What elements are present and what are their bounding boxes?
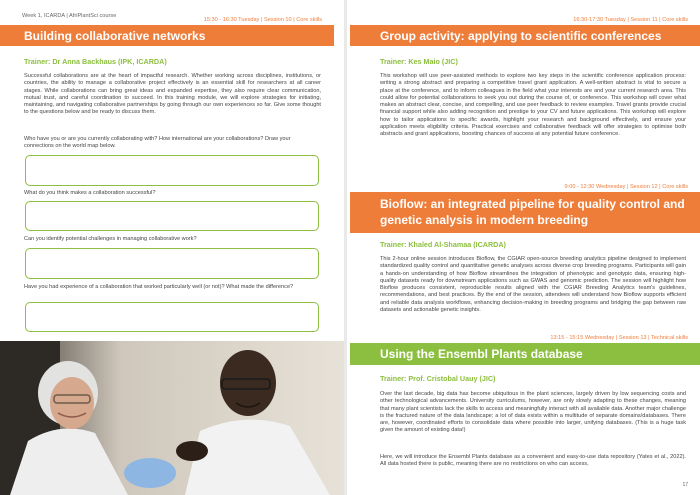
left-page — [0, 0, 344, 495]
session-10-description: Successful collaborations are at the heart of impactful research. Whether working across disciplines, institutions, or countries, the ability to manage a collaborative project effectively is an essential skill for researchers at all career stages. While collaborations can bring great ideas and expanded expertise, they also require clear communication, mutual trust, and careful coordination to succeed. In this training module, we will explore strategies for initiating, maintaining, and navigating collaborative partnerships by going through our own experiences so far. Give some thought to the questions below and be ready to discuss them. — [24, 73, 321, 116]
answer-box-2[interactable] — [25, 201, 319, 231]
session-10-label: 15:30 - 16:30 Tuesday | Session 10 | Core skills — [203, 17, 322, 23]
answer-box-3[interactable] — [25, 248, 319, 279]
session-12-title-bar — [350, 192, 700, 233]
lab-photo — [0, 341, 344, 495]
session-11-title-bar — [350, 25, 700, 46]
session-12-trainer: Trainer: Khaled Al-Shamaa (ICARDA) — [380, 240, 506, 249]
session-13-title-bar — [350, 343, 700, 365]
session-11-description: This workshop will use peer-assisted methods to explore two key steps in the scientific conference application process: writing a strong abstract and preparing a competitive travel grant application. A well-written abstract is vital to secure a place at the conference, and to inform colleagues in the field what your interests are and your current research area. This could allow for potential collaborations to seek you out during the course of, or conference. This workshop will cover what makes an abstract clear, concise, and compelling, and use peer feedback to review examples. Travel grants provide crucial financial support while also adding recognition and prestige to your CV and future applications. This workshop will explore how to tailor applications to specific awards, highlight your research and background effectively, and ensure your application meets eligibility criteria. Practical exercises and collaborative feedback will offer strategies to optimise both abstracts and grant applications, boosting chances of success at any potential future conference. — [380, 73, 686, 138]
course-header: Week 1, ICARDA | AfriPlantSci course — [22, 13, 117, 19]
session-11-label: 16:30-17:30 Tuesday | Session 11 | Core skills — [573, 17, 688, 23]
page-number: 17 — [682, 482, 688, 488]
session-10-title: Building collaborative networks — [24, 29, 206, 43]
session-13-description: Over the last decade, big data has become ubiquitous in the plant sciences, largely driven by low sequencing costs and other technological advancements. University curriculums, however, are only slowly adapting to these changes, meaning that many plant scientists lack the skills to access and meaningfully interact with all available data. Another major challenge is the fractured nature of the data landscape; a lot of data exists within a multitude of separate domains/databases. There are, however, coordinated efforts to consolidate data where possible into larger, unifying databases. (This is a huge task given the amount of existing data!) — [380, 391, 686, 434]
session-12-description: This 2-hour online session introduces Bioflow, the CGIAR open-source breeding analytics pipeline designed to implement standardized quality control and quantitative genetic analyses across diverse crop breeding programs. Participants will gain a hands-on understanding of how Bioflow streamlines the integration of phenotypic and genotypic data, ensuring high-quality datasets ready for downstream applications such as GWAS and genomic prediction. The session will highlight how Bioflow produces consistent, reproducible results aligned with the CGIAR Breeding Analytics team's guidelines, recommendations, and best practices. By the end of the session, attendees will understand how Bioflow supports efficient and reliable data analysis workflows, enhancing decision-making in breeding programs and bridging the gap between raw datasets and actionable genetic insights. — [380, 256, 686, 314]
session-11-trainer: Trainer: Kes Maio (JIC) — [380, 57, 458, 66]
answer-box-4[interactable] — [25, 302, 319, 332]
question-1: Who have you or are you currently collaborating with? How international are your collaborations? Draw your connections on the world map below. — [24, 136, 291, 150]
session-13-label: 13:15 - 15:15 Wednesday | Session 13 | Technical skills — [550, 335, 688, 341]
answer-box-1[interactable] — [25, 155, 319, 186]
question-3: Can you identify potential challenges in managing collaborative work? — [24, 236, 197, 242]
session-12-title: Bioflow: an integrated pipeline for quality control and genetic analysis in modern breeding — [380, 197, 685, 227]
session-13-title: Using the Ensembl Plants database — [380, 347, 583, 361]
session-10-trainer: Trainer: Dr Anna Backhaus (IPK, ICARDA) — [24, 57, 167, 66]
session-13-trainer: Trainer: Prof. Cristobal Uauy (JIC) — [380, 374, 496, 383]
session-13-description-2: Here, we will introduce the Ensembl Plants database as a convenient and easy-to-use data repository (Yates et al., 2022). All data hosted there is public, meaning there are no restrictions on who can access, — [380, 454, 686, 468]
session-10-title-bar — [0, 25, 334, 46]
right-page — [347, 0, 700, 495]
session-11-title: Group activity: applying to scientific conferences — [380, 29, 662, 43]
question-4: Have you had experience of a collaboration that worked particularly well (or not)? What made the difference? — [24, 284, 294, 290]
question-2: What do you think makes a collaboration successful? — [24, 190, 156, 196]
session-12-label: 9:00 - 12:30 Wednesday | Session 12 | Core skills — [564, 184, 688, 190]
lab-photo-image — [0, 341, 344, 495]
